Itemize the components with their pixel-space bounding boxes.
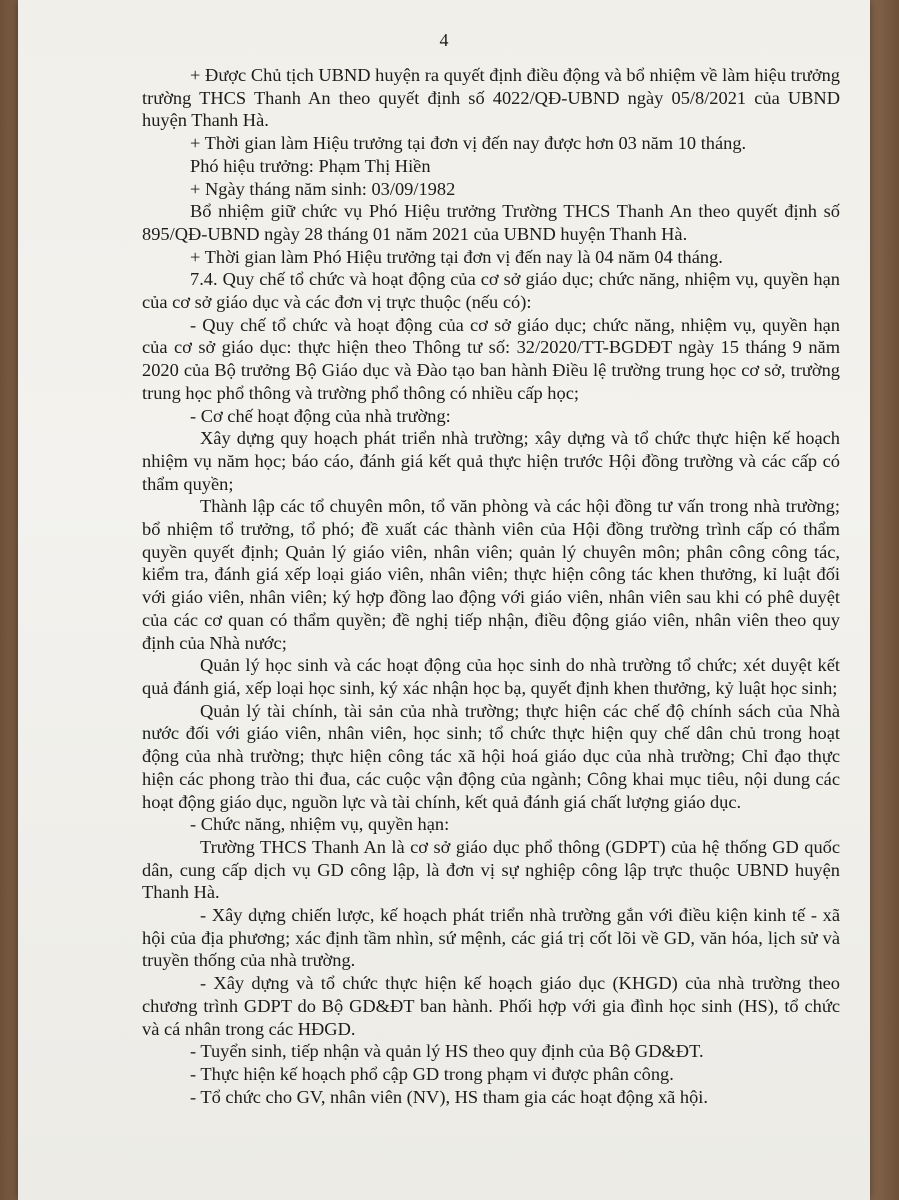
page-number: 4: [439, 30, 449, 50]
paragraph: Xây dựng quy hoạch phát triển nhà trường; xây dựng và tổ chức thực hiện kế hoạch nhiệm vụ năm học; báo cáo, đánh giá kết quả thực hiện trước Hội đồng trường và các cấp có thẩm quyền;: [142, 428, 840, 494]
paragraph: Phó hiệu trưởng: Phạm Thị Hiền: [190, 155, 431, 176]
paragraph: + Được Chủ tịch UBND huyện ra quyết định điều động và bổ nhiệm về làm hiệu trưởng trường THCS Thanh An theo quyết định số 4022/QĐ-UBND ngày 05/8/2021 của UBND huyện Thanh Hà.: [142, 65, 840, 131]
paragraph: Quản lý học sinh và các hoạt động của học sinh do nhà trường tổ chức; xét duyệt kết quả đánh giá, xếp loại học sinh, ký xác nhận học bạ, quyết định khen thưởng, kỷ luật học sinh;: [142, 655, 840, 698]
paragraph: 7.4. Quy chế tổ chức và hoạt động của cơ sở giáo dục; chức năng, nhiệm vụ, quyền hạn của cơ sở giáo dục và các đơn vị trực thuộc (nếu có):: [142, 269, 840, 313]
paragraph: - Quy chế tổ chức và hoạt động của cơ sở giáo dục; chức năng, nhiệm vụ, quyền hạn của cơ sở giáo dục: thực hiện theo Thông tư số: 32/2020/TT-BGDĐT ngày 15 tháng 9 năm 2020 của Bộ trưởng Bộ Giáo dục và Đào tạo ban hành Điều lệ trường trung học cơ sở, trường trung học phổ thông và trường phổ thông có nhiều cấp học;: [142, 314, 840, 403]
paragraph: Trường THCS Thanh An là cơ sở giáo dục phổ thông (GDPT) của hệ thống GD quốc dân, cung cấp dịch vụ GD công lập, là đơn vị sự nghiệp công lập trực thuộc UBND huyện Thanh Hà.: [142, 836, 840, 903]
paragraph: Bổ nhiệm giữ chức vụ Phó Hiệu trưởng Trường THCS Thanh An theo quyết định số 895/QĐ-UBND ngày 28 tháng 01 năm 2021 của UBND huyện Thanh Hà.: [142, 201, 840, 244]
paragraph: - Chức năng, nhiệm vụ, quyền hạn:: [190, 814, 450, 835]
paragraph: - Xây dựng chiến lược, kế hoạch phát triển nhà trường gắn với điều kiện kinh tế - xã hội của địa phương; xác định tầm nhìn, sứ mệnh, các giá trị cốt lõi về GD, văn hóa, lịch sử và truyền thống của nhà trường.: [142, 905, 840, 971]
paragraph: + Ngày tháng năm sinh: 03/09/1982: [190, 178, 456, 199]
paragraph: - Tổ chức cho GV, nhân viên (NV), HS tham gia các hoạt động xã hội.: [190, 1086, 708, 1107]
document-page: [18, 0, 870, 1200]
paragraph: - Tuyển sinh, tiếp nhận và quản lý HS theo quy định của Bộ GD&ĐT.: [190, 1041, 704, 1062]
paragraph: - Xây dựng và tổ chức thực hiện kế hoạch giáo dục (KHGD) của nhà trường theo chương trình GDPT do Bộ GD&ĐT ban hành. Phối hợp với gia đình học sinh (HS), tổ chức và cá nhân trong các HĐGD.: [142, 973, 840, 1039]
paragraph: - Thực hiện kế hoạch phổ cập GD trong phạm vi được phân công.: [190, 1063, 674, 1084]
paragraph: + Thời gian làm Phó Hiệu trưởng tại đơn vị đến nay là 04 năm 04 tháng.: [190, 246, 723, 267]
paragraph: + Thời gian làm Hiệu trưởng tại đơn vị đến nay được hơn 03 năm 10 tháng.: [190, 133, 747, 154]
paragraph: Thành lập các tổ chuyên môn, tổ văn phòng và các hội đồng tư vấn trong nhà trường; bổ nhiệm tổ trưởng, tổ phó; đề xuất các thành viên của Hội đồng trường trình cấp có thẩm quyền quyết định; Quản lý giáo viên, nhân viên; quản lý chuyên môn; phân công công tác, kiểm tra, đánh giá xếp loại giáo viên, nhân viên; thực hiện công tác khen thưởng, kỉ luật đối với giáo viên, nhân viên; ký hợp đồng lao động với giáo viên, nhân viên sau khi có phê duyệt của các cơ quan có thẩm quyền; đề nghị tiếp nhận, điều động giáo viên, nhân viên theo quy định của Nhà nước;: [142, 496, 840, 653]
paragraph: - Cơ chế hoạt động của nhà trường:: [190, 405, 451, 426]
paragraph: Quản lý tài chính, tài sản của nhà trường; thực hiện các chế độ chính sách của Nhà nước đối với giáo viên, nhân viên, học sinh; tổ chức thực hiện quy chế dân chủ trong hoạt động của nhà trường; thực hiện công tác xã hội hoá giáo dục của nhà trường; Chỉ đạo thực hiện các phong trào thi đua, các cuộc vận động của ngành; Công khai mục tiêu, nội dung các hoạt động giáo dục, nguồn lực và tài chính, kết quả đánh giá chất lượng giáo dục.: [142, 700, 840, 812]
document-body: [142, 64, 840, 1108]
